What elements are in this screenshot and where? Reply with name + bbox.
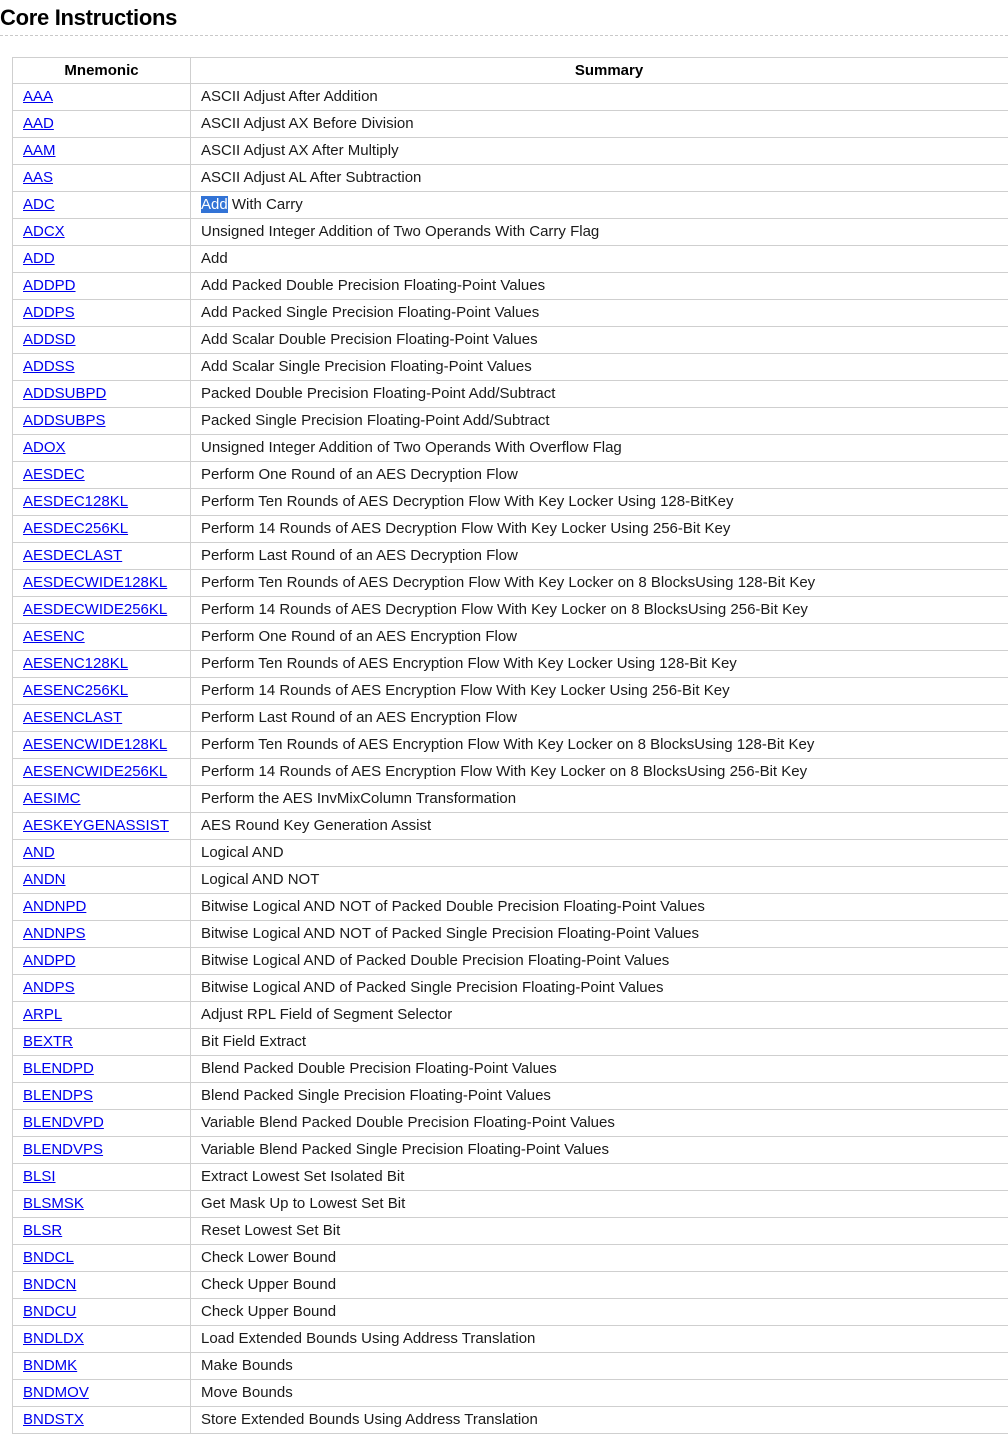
mnemonic-link[interactable]: BNDMK — [23, 1357, 77, 1374]
column-header-summary: Summary — [191, 58, 1008, 84]
summary-cell: Extract Lowest Set Isolated Bit — [191, 1164, 1008, 1191]
selection-highlight: Add — [201, 196, 228, 213]
mnemonic-link[interactable]: AAA — [23, 88, 53, 105]
table-row — [13, 543, 1008, 570]
table-row — [13, 489, 1008, 516]
summary-cell: Variable Blend Packed Double Precision Floating-Point Values — [191, 1110, 1008, 1137]
summary-cell: Perform 14 Rounds of AES Decryption Flow With Key Locker on 8 BlocksUsing 256-Bit Key — [191, 597, 1008, 624]
mnemonic-link[interactable]: BNDSTX — [23, 1411, 84, 1428]
mnemonic-cell — [13, 1326, 191, 1353]
summary-cell: Perform 14 Rounds of AES Decryption Flow With Key Locker Using 256-Bit Key — [191, 516, 1008, 543]
mnemonic-link[interactable]: ADDPS — [23, 304, 75, 321]
table-row — [13, 381, 1008, 408]
mnemonic-link[interactable]: ANDPS — [23, 979, 75, 996]
summary-cell: Check Upper Bound — [191, 1299, 1008, 1326]
summary-cell: Packed Double Precision Floating-Point Add/Subtract — [191, 381, 1008, 408]
mnemonic-link[interactable]: ANDN — [23, 871, 66, 888]
mnemonic-link[interactable]: BEXTR — [23, 1033, 73, 1050]
table-row — [13, 1272, 1008, 1299]
mnemonic-link[interactable]: BNDLDX — [23, 1330, 84, 1347]
table-row — [13, 1164, 1008, 1191]
table-row — [13, 975, 1008, 1002]
mnemonic-link[interactable]: BNDMOV — [23, 1384, 89, 1401]
mnemonic-link[interactable]: ANDNPD — [23, 898, 86, 915]
table-row — [13, 300, 1008, 327]
mnemonic-cell — [13, 894, 191, 921]
table-row — [13, 732, 1008, 759]
table-row — [13, 273, 1008, 300]
mnemonic-cell — [13, 732, 191, 759]
summary-cell: Check Lower Bound — [191, 1245, 1008, 1272]
mnemonic-cell — [13, 786, 191, 813]
summary-cell: Make Bounds — [191, 1353, 1008, 1380]
mnemonic-link[interactable]: BLENDPD — [23, 1060, 94, 1077]
table-row — [13, 1218, 1008, 1245]
table-row — [13, 1299, 1008, 1326]
mnemonic-link[interactable]: ANDPD — [23, 952, 76, 969]
core-instructions-table — [12, 57, 1008, 1434]
mnemonic-link[interactable]: ADDSS — [23, 358, 75, 375]
mnemonic-cell — [13, 840, 191, 867]
mnemonic-link[interactable]: ADCX — [23, 223, 65, 240]
summary-cell: Perform 14 Rounds of AES Encryption Flow With Key Locker Using 256-Bit Key — [191, 678, 1008, 705]
mnemonic-link[interactable]: AESDECWIDE128KL — [23, 574, 167, 591]
mnemonic-link[interactable]: ADDPD — [23, 277, 76, 294]
summary-cell: AES Round Key Generation Assist — [191, 813, 1008, 840]
summary-cell: Perform 14 Rounds of AES Encryption Flow With Key Locker on 8 BlocksUsing 256-Bit Key — [191, 759, 1008, 786]
mnemonic-cell — [13, 543, 191, 570]
summary-cell: Unsigned Integer Addition of Two Operands With Carry Flag — [191, 219, 1008, 246]
summary-cell: Load Extended Bounds Using Address Translation — [191, 1326, 1008, 1353]
mnemonic-cell — [13, 192, 191, 219]
mnemonic-link[interactable]: ADDSUBPS — [23, 412, 106, 429]
summary-cell: Perform Ten Rounds of AES Decryption Flow With Key Locker Using 128-BitKey — [191, 489, 1008, 516]
table-header-row — [13, 58, 1008, 84]
mnemonic-cell — [13, 111, 191, 138]
mnemonic-link[interactable]: AAM — [23, 142, 56, 159]
mnemonic-link[interactable]: AESDECWIDE256KL — [23, 601, 167, 618]
table-row — [13, 867, 1008, 894]
dashed-divider — [0, 35, 1008, 36]
mnemonic-link[interactable]: BLSMSK — [23, 1195, 84, 1212]
mnemonic-cell — [13, 1245, 191, 1272]
mnemonic-cell — [13, 948, 191, 975]
summary-cell: Perform Ten Rounds of AES Decryption Flow With Key Locker on 8 BlocksUsing 128-Bit Key — [191, 570, 1008, 597]
mnemonic-cell — [13, 1110, 191, 1137]
table-row — [13, 759, 1008, 786]
summary-cell: Bitwise Logical AND of Packed Double Precision Floating-Point Values — [191, 948, 1008, 975]
table-row — [13, 705, 1008, 732]
mnemonic-link[interactable]: ADD — [23, 250, 55, 267]
mnemonic-cell — [13, 435, 191, 462]
summary-cell: Move Bounds — [191, 1380, 1008, 1407]
mnemonic-cell — [13, 1083, 191, 1110]
table-row — [13, 1407, 1008, 1434]
mnemonic-cell — [13, 597, 191, 624]
mnemonic-cell — [13, 651, 191, 678]
mnemonic-cell — [13, 381, 191, 408]
mnemonic-link[interactable]: BLENDPS — [23, 1087, 93, 1104]
mnemonic-link[interactable]: BNDCL — [23, 1249, 74, 1266]
mnemonic-link[interactable]: BLENDVPS — [23, 1141, 103, 1158]
table-row — [13, 462, 1008, 489]
mnemonic-link[interactable]: AAD — [23, 115, 54, 132]
mnemonic-cell — [13, 1407, 191, 1434]
page-title: Core Instructions — [0, 3, 1008, 33]
mnemonic-cell — [13, 867, 191, 894]
table-row — [13, 1056, 1008, 1083]
mnemonic-link[interactable]: BLENDVPD — [23, 1114, 104, 1131]
mnemonic-cell — [13, 219, 191, 246]
table-row — [13, 246, 1008, 273]
summary-cell: Packed Single Precision Floating-Point Add/Subtract — [191, 408, 1008, 435]
summary-cell: Add With Carry — [191, 192, 1008, 219]
mnemonic-link[interactable]: AESDECLAST — [23, 547, 122, 564]
mnemonic-cell — [13, 705, 191, 732]
table-row — [13, 192, 1008, 219]
mnemonic-cell — [13, 1299, 191, 1326]
summary-cell: Get Mask Up to Lowest Set Bit — [191, 1191, 1008, 1218]
summary-cell: Add Packed Double Precision Floating-Point Values — [191, 273, 1008, 300]
summary-cell: ASCII Adjust AX After Multiply — [191, 138, 1008, 165]
mnemonic-cell — [13, 516, 191, 543]
summary-cell: Bitwise Logical AND of Packed Single Precision Floating-Point Values — [191, 975, 1008, 1002]
mnemonic-cell — [13, 1029, 191, 1056]
summary-cell: Perform Last Round of an AES Encryption Flow — [191, 705, 1008, 732]
mnemonic-cell — [13, 489, 191, 516]
table-row — [13, 1380, 1008, 1407]
table-row — [13, 354, 1008, 381]
mnemonic-cell — [13, 1380, 191, 1407]
table-row — [13, 84, 1008, 111]
mnemonic-link[interactable]: ADOX — [23, 439, 66, 456]
summary-cell: Variable Blend Packed Single Precision Floating-Point Values — [191, 1137, 1008, 1164]
mnemonic-cell — [13, 354, 191, 381]
mnemonic-cell — [13, 273, 191, 300]
table-row — [13, 1137, 1008, 1164]
mnemonic-cell — [13, 570, 191, 597]
mnemonic-link[interactable]: AESKEYGENASSIST — [23, 817, 169, 834]
summary-cell: ASCII Adjust After Addition — [191, 84, 1008, 111]
table-row — [13, 840, 1008, 867]
mnemonic-link[interactable]: BNDCU — [23, 1303, 76, 1320]
mnemonic-link[interactable]: AESIMC — [23, 790, 81, 807]
table-row — [13, 948, 1008, 975]
mnemonic-cell — [13, 408, 191, 435]
mnemonic-link[interactable]: AESENC128KL — [23, 655, 128, 672]
table-row — [13, 1029, 1008, 1056]
table-row — [13, 111, 1008, 138]
mnemonic-link[interactable]: AESDEC — [23, 466, 85, 483]
table-row — [13, 1326, 1008, 1353]
summary-cell: Store Extended Bounds Using Address Translation — [191, 1407, 1008, 1434]
summary-cell: Bitwise Logical AND NOT of Packed Single Precision Floating-Point Values — [191, 921, 1008, 948]
summary-cell: Logical AND — [191, 840, 1008, 867]
mnemonic-cell — [13, 327, 191, 354]
mnemonic-link[interactable]: BNDCN — [23, 1276, 76, 1293]
mnemonic-link[interactable]: ARPL — [23, 1006, 62, 1023]
mnemonic-cell — [13, 921, 191, 948]
summary-cell: Perform One Round of an AES Decryption Flow — [191, 462, 1008, 489]
table-row — [13, 516, 1008, 543]
summary-cell: Reset Lowest Set Bit — [191, 1218, 1008, 1245]
mnemonic-cell — [13, 246, 191, 273]
table-row — [13, 435, 1008, 462]
mnemonic-cell — [13, 1272, 191, 1299]
summary-cell: Bit Field Extract — [191, 1029, 1008, 1056]
mnemonic-cell — [13, 165, 191, 192]
summary-cell: Blend Packed Double Precision Floating-Point Values — [191, 1056, 1008, 1083]
mnemonic-cell — [13, 1137, 191, 1164]
table-row — [13, 786, 1008, 813]
table-row — [13, 921, 1008, 948]
table-row — [13, 408, 1008, 435]
mnemonic-link[interactable]: AESDEC256KL — [23, 520, 128, 537]
mnemonic-link[interactable]: AESENCWIDE128KL — [23, 736, 167, 753]
mnemonic-cell — [13, 138, 191, 165]
mnemonic-cell — [13, 300, 191, 327]
summary-cell: Blend Packed Single Precision Floating-Point Values — [191, 1083, 1008, 1110]
mnemonic-link[interactable]: AESDEC128KL — [23, 493, 128, 510]
mnemonic-link[interactable]: BLSI — [23, 1168, 56, 1185]
mnemonic-link[interactable]: AESENC256KL — [23, 682, 128, 699]
table-row — [13, 570, 1008, 597]
mnemonic-cell — [13, 1056, 191, 1083]
mnemonic-link[interactable]: AESENC — [23, 628, 85, 645]
table-row — [13, 1245, 1008, 1272]
summary-cell: Unsigned Integer Addition of Two Operands With Overflow Flag — [191, 435, 1008, 462]
mnemonic-link[interactable]: AND — [23, 844, 55, 861]
table-row — [13, 165, 1008, 192]
mnemonic-link[interactable]: ADC — [23, 196, 55, 213]
mnemonic-cell — [13, 1218, 191, 1245]
mnemonic-link[interactable]: AESENCLAST — [23, 709, 122, 726]
summary-cell: ASCII Adjust AL After Subtraction — [191, 165, 1008, 192]
mnemonic-link[interactable]: ADDSUBPD — [23, 385, 106, 402]
table-row — [13, 1353, 1008, 1380]
summary-cell: Logical AND NOT — [191, 867, 1008, 894]
mnemonic-cell — [13, 678, 191, 705]
mnemonic-cell — [13, 975, 191, 1002]
summary-cell: Add — [191, 246, 1008, 273]
instruction-table-body — [13, 84, 1008, 1434]
mnemonic-link[interactable]: BLSR — [23, 1222, 62, 1239]
mnemonic-cell — [13, 1191, 191, 1218]
table-row — [13, 1110, 1008, 1137]
table-row — [13, 219, 1008, 246]
table-row — [13, 894, 1008, 921]
table-row — [13, 1191, 1008, 1218]
mnemonic-link[interactable]: AESENCWIDE256KL — [23, 763, 167, 780]
mnemonic-cell — [13, 624, 191, 651]
mnemonic-link[interactable]: AAS — [23, 169, 53, 186]
summary-cell: Adjust RPL Field of Segment Selector — [191, 1002, 1008, 1029]
mnemonic-link[interactable]: ADDSD — [23, 331, 76, 348]
mnemonic-link[interactable]: ANDNPS — [23, 925, 86, 942]
table-row — [13, 597, 1008, 624]
table-row — [13, 1083, 1008, 1110]
summary-cell: Add Packed Single Precision Floating-Point Values — [191, 300, 1008, 327]
mnemonic-cell — [13, 1353, 191, 1380]
summary-cell: Perform Ten Rounds of AES Encryption Flow With Key Locker Using 128-Bit Key — [191, 651, 1008, 678]
summary-cell: Add Scalar Double Precision Floating-Point Values — [191, 327, 1008, 354]
table-row — [13, 813, 1008, 840]
table-row — [13, 138, 1008, 165]
table-row — [13, 624, 1008, 651]
summary-cell: Perform One Round of an AES Encryption Flow — [191, 624, 1008, 651]
summary-cell: ASCII Adjust AX Before Division — [191, 111, 1008, 138]
mnemonic-cell — [13, 1002, 191, 1029]
table-row — [13, 327, 1008, 354]
summary-cell: Add Scalar Single Precision Floating-Point Values — [191, 354, 1008, 381]
table-row — [13, 678, 1008, 705]
mnemonic-cell — [13, 462, 191, 489]
summary-cell: Check Upper Bound — [191, 1272, 1008, 1299]
mnemonic-cell — [13, 813, 191, 840]
mnemonic-cell — [13, 1164, 191, 1191]
mnemonic-cell — [13, 759, 191, 786]
mnemonic-cell — [13, 84, 191, 111]
summary-cell: Perform the AES InvMixColumn Transformation — [191, 786, 1008, 813]
column-header-mnemonic: Mnemonic — [13, 58, 191, 84]
summary-cell: Bitwise Logical AND NOT of Packed Double Precision Floating-Point Values — [191, 894, 1008, 921]
table-row — [13, 651, 1008, 678]
table-row — [13, 1002, 1008, 1029]
summary-cell: Perform Ten Rounds of AES Encryption Flow With Key Locker on 8 BlocksUsing 128-Bit Key — [191, 732, 1008, 759]
summary-cell: Perform Last Round of an AES Decryption Flow — [191, 543, 1008, 570]
